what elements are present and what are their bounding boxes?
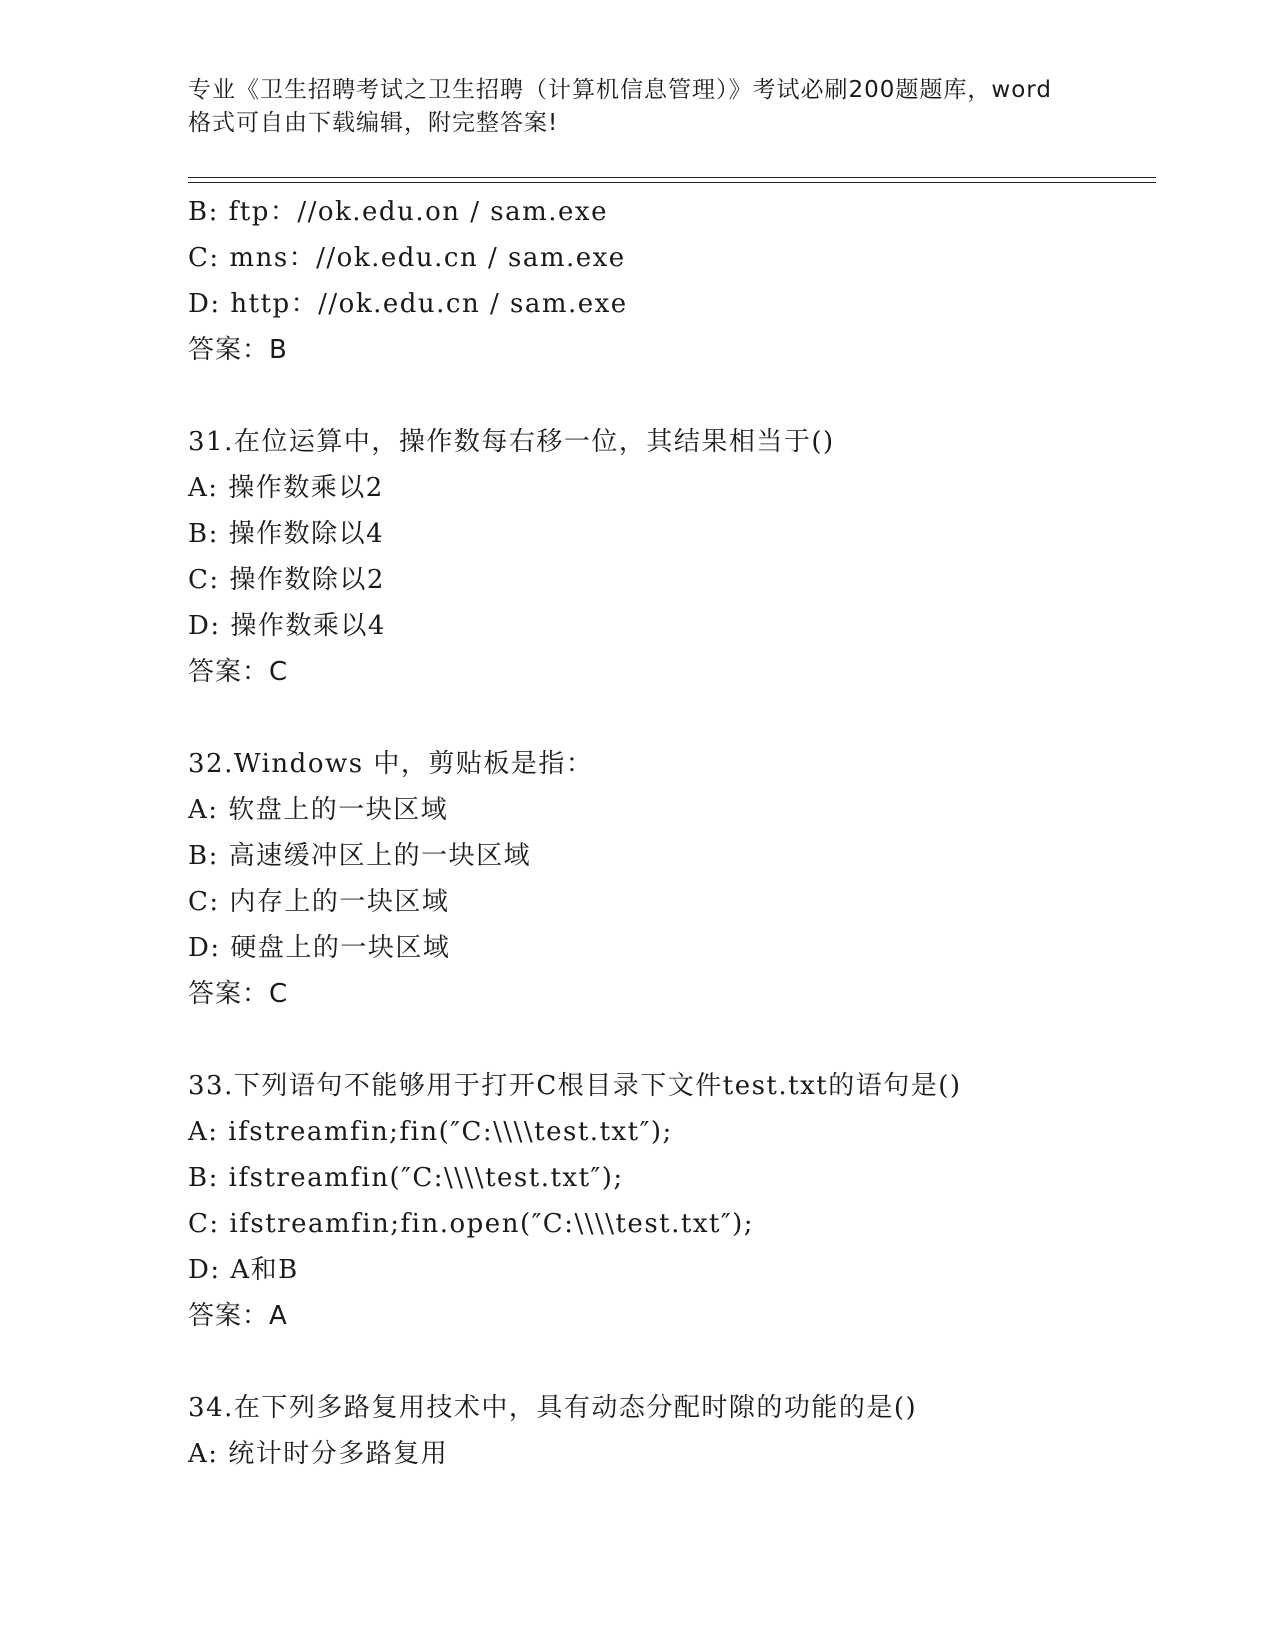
header-line-1: 专业《卫生招聘考试之卫生招聘（计算机信息管理）》考试必刷200题题库，word bbox=[188, 77, 1052, 103]
question-stem: 33.下列语句不能够用于打开C根目录下文件test.txt的语句是() bbox=[188, 1071, 962, 1101]
header-rule-top bbox=[188, 177, 1156, 178]
spacer bbox=[188, 695, 1148, 741]
option-d: D: 操作数乘以4 bbox=[188, 611, 386, 641]
question-block-32 bbox=[188, 741, 1148, 1017]
option-a: A: 统计时分多路复用 bbox=[188, 1439, 449, 1469]
answer-line: 答案：A bbox=[188, 1301, 288, 1331]
header-line-2: 格式可自由下载编辑，附完整答案! bbox=[188, 110, 559, 136]
spacer bbox=[188, 1339, 1148, 1385]
option-b: B: 操作数除以4 bbox=[188, 519, 385, 549]
option-b: B: ifstreamfin(″C:\\\\test.txt″); bbox=[188, 1163, 624, 1193]
option-c: C: 内存上的一块区域 bbox=[188, 887, 450, 917]
question-block-34 bbox=[188, 1385, 1148, 1477]
answer-line: 答案：C bbox=[188, 979, 289, 1009]
question-stem: 31.在位运算中，操作数每右移一位，其结果相当于() bbox=[188, 427, 835, 457]
document-header bbox=[188, 74, 1088, 140]
question-list bbox=[188, 189, 1148, 1477]
option-c: C: ifstreamfin;fin.open(″C:\\\\test.txt″); bbox=[188, 1209, 755, 1239]
option-d: D: A和B bbox=[188, 1255, 299, 1285]
option-c: C: mns：//ok.edu.cn / sam.exe bbox=[188, 243, 626, 273]
question-stem: 34.在下列多路复用技术中，具有动态分配时隙的功能的是() bbox=[188, 1393, 918, 1423]
option-b: B: ftp：//ok.edu.on / sam.exe bbox=[188, 197, 608, 227]
header-rule-bottom bbox=[188, 182, 1156, 183]
question-stem: 32.Windows 中，剪贴板是指： bbox=[188, 749, 594, 779]
option-a: A: ifstreamfin;fin(″C:\\\\test.txt″); bbox=[188, 1117, 673, 1147]
option-d: D: 硬盘上的一块区域 bbox=[188, 933, 451, 963]
question-block-31 bbox=[188, 419, 1148, 695]
option-c: C: 操作数除以2 bbox=[188, 565, 385, 595]
option-b: B: 高速缓冲区上的一块区域 bbox=[188, 841, 532, 871]
answer-line: 答案：B bbox=[188, 335, 288, 365]
question-block-33 bbox=[188, 1063, 1148, 1339]
option-d: D: http：//ok.edu.cn / sam.exe bbox=[188, 289, 628, 319]
option-a: A: 操作数乘以2 bbox=[188, 473, 384, 503]
spacer bbox=[188, 1017, 1148, 1063]
answer-line: 答案：C bbox=[188, 657, 289, 687]
spacer bbox=[188, 373, 1148, 419]
question-block-prev bbox=[188, 189, 1148, 373]
option-a: A: 软盘上的一块区域 bbox=[188, 795, 449, 825]
